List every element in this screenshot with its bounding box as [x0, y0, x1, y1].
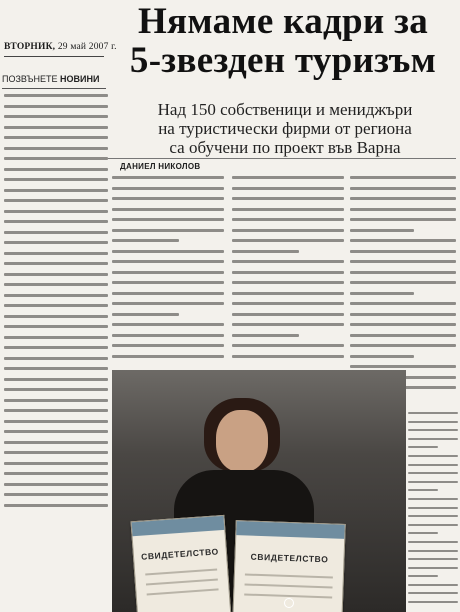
text-line: [350, 302, 456, 305]
certificate-left: [131, 515, 232, 612]
text-line: [408, 567, 458, 569]
dateline-date: 29 май 2007 г.: [57, 42, 117, 52]
text-line: [408, 550, 458, 552]
text-line: [112, 197, 224, 200]
text-line: [232, 250, 299, 253]
text-line: [4, 493, 108, 496]
text-line: [112, 344, 224, 347]
text-line: [232, 271, 344, 274]
certificate-band: [236, 521, 344, 539]
text-line: [408, 515, 458, 517]
text-line: [112, 208, 224, 211]
text-line: [408, 558, 458, 560]
text-line: [112, 323, 224, 326]
text-line: [232, 218, 344, 221]
photo-caption: [408, 412, 458, 610]
article-column-1: [4, 94, 108, 514]
text-line: [4, 147, 108, 150]
dateline-day: ВТОРНИК,: [4, 42, 56, 52]
text-line: [232, 208, 344, 211]
text-line: [4, 325, 108, 328]
text-line: [4, 241, 108, 244]
text-line: [350, 208, 456, 211]
section-prefix: ПОЗВЪНЕТЕ: [2, 74, 58, 84]
text-line: [112, 281, 224, 284]
author-byline: ДАНИЕЛ НИКОЛОВ: [120, 162, 201, 171]
text-line: [4, 357, 108, 360]
text-line: [232, 197, 344, 200]
person-face: [216, 410, 268, 472]
article-column-3: [232, 176, 344, 365]
text-line: [350, 239, 456, 242]
text-line: [232, 239, 344, 242]
text-line: [350, 197, 456, 200]
text-line: [232, 281, 344, 284]
text-line: [4, 105, 108, 108]
text-line: [112, 250, 224, 253]
text-line: [408, 455, 458, 457]
text-line: [232, 344, 344, 347]
text-line: [350, 218, 456, 221]
text-line: [350, 292, 414, 295]
text-line: [4, 430, 108, 433]
headline-line-2: 5-звезден туризъм: [129, 40, 437, 81]
text-line: [408, 498, 458, 500]
text-line: [4, 378, 108, 381]
text-line: [408, 532, 438, 534]
text-line: [232, 176, 344, 179]
section-label: [2, 74, 99, 84]
text-line: [4, 451, 108, 454]
text-line: [4, 346, 108, 349]
text-line: [112, 229, 224, 232]
text-line: [4, 94, 108, 97]
text-line: [112, 334, 224, 337]
text-line: [232, 229, 344, 232]
text-line: [4, 304, 108, 307]
text-line: [112, 176, 224, 179]
text-line: [4, 115, 108, 118]
text-line: [350, 260, 456, 263]
text-line: [232, 302, 344, 305]
section-rule: [2, 88, 106, 89]
text-line: [4, 168, 108, 171]
subheadline-rule: [108, 158, 456, 159]
text-line: [4, 136, 108, 139]
text-line: [408, 524, 458, 526]
text-line: [112, 313, 179, 316]
text-line: [232, 260, 344, 263]
text-line: [112, 187, 224, 190]
text-line: [350, 187, 456, 190]
article-column-4: [350, 176, 456, 397]
dateline-rule: [4, 56, 104, 57]
text-line: [4, 231, 108, 234]
text-line: [408, 541, 458, 543]
text-line: [4, 252, 108, 255]
headline: [108, 2, 458, 80]
certificate-band: [132, 516, 225, 536]
headline-line-1: Нямаме кадри за: [137, 1, 429, 42]
text-line: [408, 438, 458, 440]
text-line: [350, 271, 456, 274]
publication-logo-icon: [284, 598, 294, 608]
subheadline-line-2: на туристически фирми от региона: [158, 119, 412, 138]
text-line: [408, 429, 458, 431]
text-line: [112, 292, 224, 295]
text-line: [232, 355, 344, 358]
text-line: [4, 157, 108, 160]
text-line: [4, 388, 108, 391]
text-line: [4, 273, 108, 276]
text-line: [232, 187, 344, 190]
text-line: [4, 210, 108, 213]
text-line: [112, 260, 224, 263]
text-line: [350, 365, 456, 368]
article-column-2: [112, 176, 224, 365]
certificate-title: СВИДЕТЕЛСТВО: [140, 546, 220, 562]
section-name: НОВИНИ: [60, 74, 100, 84]
text-line: [232, 313, 344, 316]
text-line: [350, 313, 456, 316]
text-line: [408, 464, 458, 466]
text-line: [4, 504, 108, 507]
text-line: [408, 446, 438, 448]
text-line: [408, 575, 438, 577]
text-line: [408, 412, 458, 414]
dateline: [4, 42, 117, 52]
text-line: [350, 323, 456, 326]
text-line: [408, 592, 458, 594]
text-line: [408, 421, 458, 423]
text-line: [4, 283, 108, 286]
text-line: [350, 355, 414, 358]
certificate-title: СВИДЕТЕЛСТВО: [250, 551, 329, 565]
text-line: [232, 334, 299, 337]
subheadline-line-3: са обучени по проект във Варна: [169, 138, 401, 157]
text-line: [112, 271, 224, 274]
text-line: [4, 126, 108, 129]
text-line: [4, 483, 108, 486]
text-line: [112, 218, 224, 221]
text-line: [350, 229, 414, 232]
text-line: [4, 441, 108, 444]
text-line: [232, 292, 344, 295]
text-line: [4, 189, 108, 192]
text-line: [4, 294, 108, 297]
text-line: [4, 367, 108, 370]
text-line: [112, 355, 224, 358]
text-line: [408, 481, 458, 483]
subheadline-line-1: Над 150 собственици и мениджъри: [157, 100, 413, 119]
text-line: [408, 489, 438, 491]
text-line: [4, 462, 108, 465]
article-photo: [112, 370, 406, 612]
text-line: [4, 262, 108, 265]
text-line: [4, 420, 108, 423]
text-line: [4, 199, 108, 202]
text-line: [350, 176, 456, 179]
text-line: [408, 601, 458, 603]
text-line: [4, 315, 108, 318]
text-line: [408, 472, 458, 474]
text-line: [4, 399, 108, 402]
text-line: [4, 220, 108, 223]
text-line: [4, 472, 108, 475]
text-line: [350, 250, 456, 253]
text-line: [350, 281, 456, 284]
text-line: [4, 409, 108, 412]
text-line: [350, 344, 456, 347]
text-line: [4, 336, 108, 339]
subheadline: [120, 100, 450, 157]
text-line: [232, 323, 344, 326]
text-line: [112, 302, 224, 305]
text-line: [350, 334, 456, 337]
text-line: [408, 584, 458, 586]
text-line: [408, 507, 458, 509]
text-line: [4, 178, 108, 181]
text-line: [112, 239, 179, 242]
